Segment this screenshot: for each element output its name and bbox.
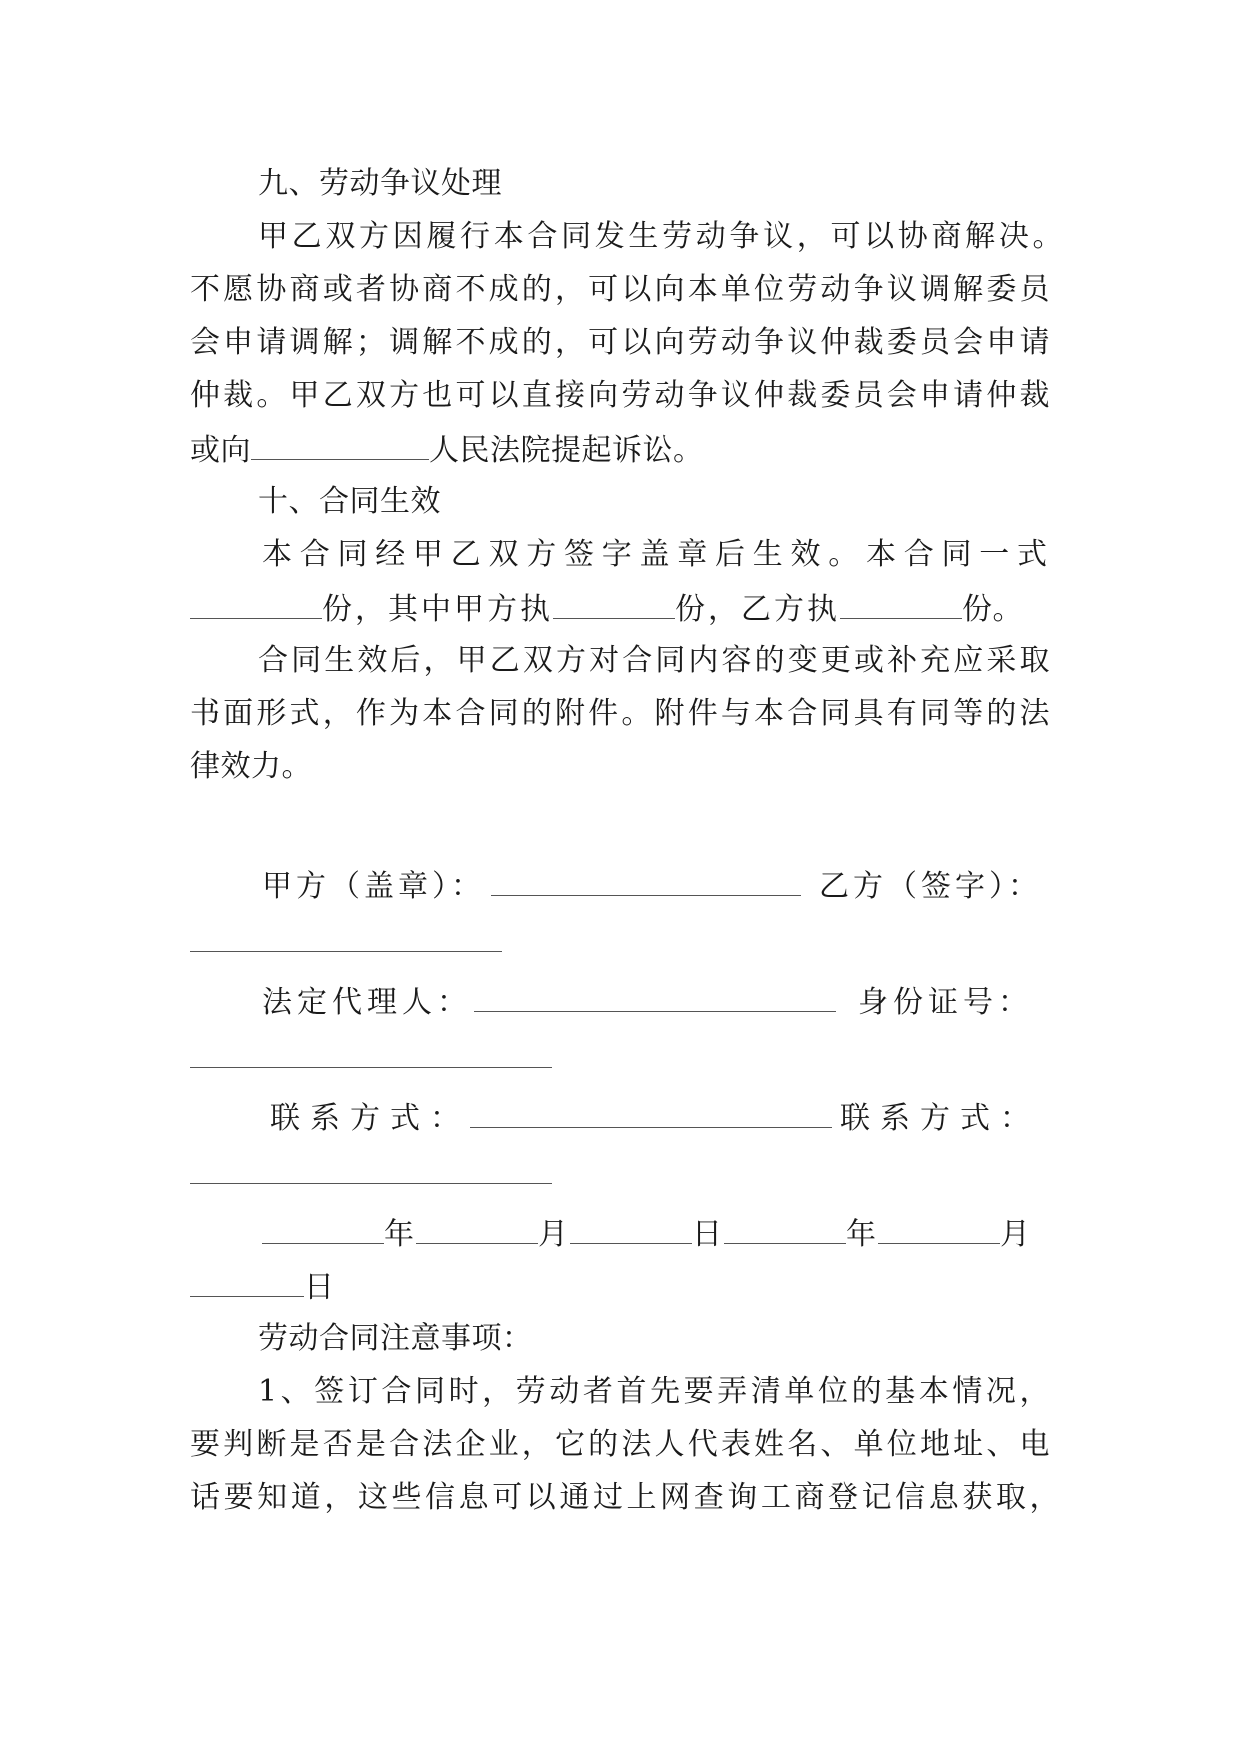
date-b-day-blank[interactable] xyxy=(190,1266,304,1297)
date-a-year-label: 年 xyxy=(384,1217,416,1252)
paragraph-line-court xyxy=(190,429,1050,469)
id-number-label: 身份证号： xyxy=(858,985,1033,1020)
contact-a-blank[interactable] xyxy=(470,1097,832,1128)
signature-row-parties xyxy=(262,865,1050,905)
date-b-year-label: 年 xyxy=(846,1217,878,1252)
party-b-copies-blank[interactable] xyxy=(840,588,962,619)
copies-suffix: 份。 xyxy=(962,592,1023,627)
notes-line: 1、签订合同时，劳动者首先要弄清单位的基本情况， xyxy=(258,1374,1050,1409)
contact-b-label: 联系方式： xyxy=(840,1101,1040,1136)
paragraph-line: 本合同经甲乙双方签字盖章后生效。本合同一式 xyxy=(262,537,1050,572)
section-heading-effectiveness: 十、合同生效 xyxy=(258,484,441,519)
party-a-seal-label: 甲方（盖章）： xyxy=(262,869,485,904)
paragraph-line: 书面形式，作为本合同的附件。附件与本合同具有同等的法 xyxy=(190,696,1050,731)
party-b-sign-label: 乙方（签字）： xyxy=(819,869,1042,904)
court-prefix: 或向 xyxy=(190,433,251,468)
paragraph-line: 合同生效后，甲乙双方对合同内容的变更或补充应采取 xyxy=(258,643,1050,678)
party-b-sign-blank[interactable] xyxy=(190,951,502,952)
date-a-month-blank[interactable] xyxy=(416,1213,538,1244)
contact-b-blank[interactable] xyxy=(190,1183,552,1184)
signature-row-contact xyxy=(270,1097,1050,1137)
contact-a-label: 联系方式： xyxy=(270,1101,470,1136)
date-b-month-blank[interactable] xyxy=(878,1213,1000,1244)
legal-rep-blank[interactable] xyxy=(474,981,836,1012)
paragraph-line: 会申请调解；调解不成的，可以向劳动争议仲裁委员会申请 xyxy=(190,325,1050,360)
notes-title: 劳动合同注意事项： xyxy=(258,1321,533,1356)
paragraph-line: 律效力。 xyxy=(190,749,312,784)
court-suffix: 人民法院提起诉讼。 xyxy=(429,433,704,468)
signature-row-date xyxy=(262,1213,1062,1253)
copies-party-b-label: 份，乙方执 xyxy=(675,592,840,627)
date-b-day-label: 日 xyxy=(304,1270,335,1305)
notes-line: 要判断是否是合法企业，它的法人代表姓名、单位地址、电 xyxy=(190,1427,1050,1462)
date-a-month-label: 月 xyxy=(538,1217,570,1252)
party-a-copies-blank[interactable] xyxy=(553,588,675,619)
total-copies-blank[interactable] xyxy=(190,588,322,619)
signature-row-date-tail xyxy=(190,1266,1050,1306)
court-name-blank[interactable] xyxy=(251,429,429,460)
id-number-blank[interactable] xyxy=(190,1067,552,1068)
legal-rep-label: 法定代理人： xyxy=(262,985,472,1020)
date-a-day-label: 日 xyxy=(692,1217,724,1252)
paragraph-line-copies xyxy=(190,588,1050,628)
date-a-year-blank[interactable] xyxy=(262,1213,384,1244)
section-heading-labor-dispute: 九、劳动争议处理 xyxy=(258,166,502,201)
signature-row-rep xyxy=(262,981,1050,1021)
party-a-seal-blank[interactable] xyxy=(491,865,801,896)
copies-party-a-label: 份，其中甲方执 xyxy=(322,592,553,627)
date-b-year-blank[interactable] xyxy=(724,1213,846,1244)
notes-line: 话要知道，这些信息可以通过上网查询工商登记信息获取， xyxy=(190,1480,1060,1515)
date-b-month-label: 月 xyxy=(1000,1217,1032,1252)
paragraph-line: 不愿协商或者协商不成的，可以向本单位劳动争议调解委员 xyxy=(190,272,1050,307)
paragraph-line: 仲裁。甲乙双方也可以直接向劳动争议仲裁委员会申请仲裁 xyxy=(190,378,1050,413)
date-a-day-blank[interactable] xyxy=(570,1213,692,1244)
paragraph-line: 甲乙双方因履行本合同发生劳动争议，可以协商解决。 xyxy=(258,219,1063,254)
